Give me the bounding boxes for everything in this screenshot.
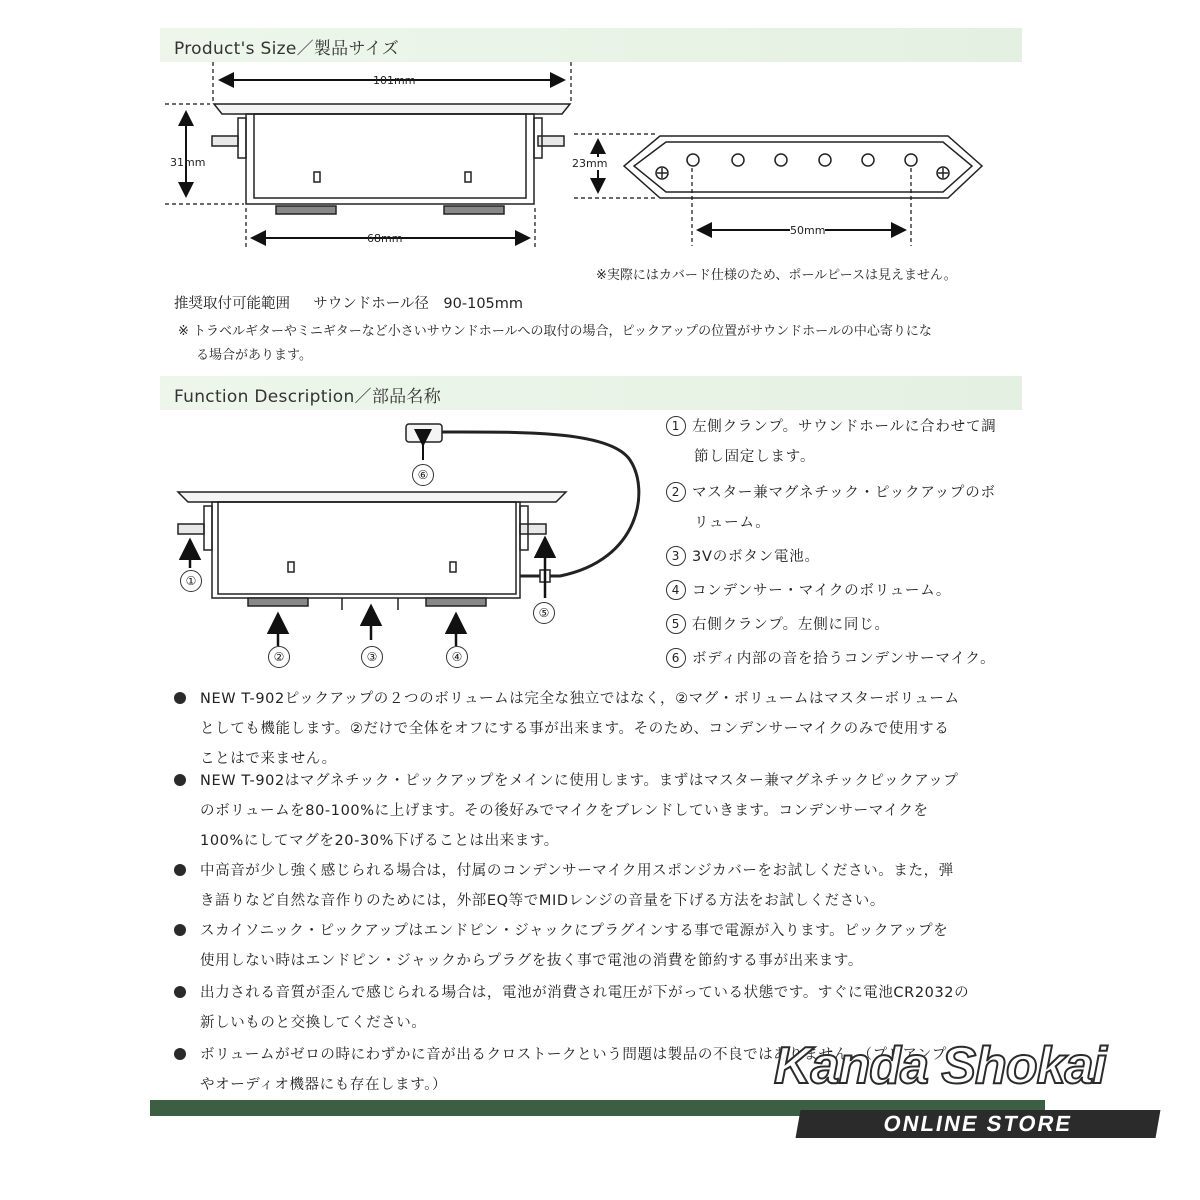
- legend-text: 左側クランプ。サウンドホールに合わせて調: [692, 419, 997, 435]
- note-line: ことはで来ません。: [200, 751, 337, 767]
- bullet-icon: [174, 864, 186, 876]
- legend-item-6: [666, 644, 1026, 674]
- callout-3: ③: [361, 646, 383, 668]
- bullet-icon: [174, 986, 186, 998]
- note-line: スカイソニック・ピックアップはエンドピン・ジャックにプラグインする事で電源が入ります。ピックアップを: [200, 923, 949, 939]
- legend-text: 3Vのボタン電池。: [692, 549, 820, 565]
- bullet-icon: [174, 1048, 186, 1060]
- legend-number: 1: [666, 416, 686, 436]
- legend-number: 5: [666, 614, 686, 634]
- mount-range: [174, 292, 523, 313]
- legend-text: リューム。: [694, 515, 771, 531]
- callout-6: ⑥: [412, 464, 434, 486]
- legend-text: 右側クランプ。左側に同じ。: [692, 617, 890, 633]
- note-item: [174, 684, 1024, 774]
- bullet-icon: [174, 924, 186, 936]
- legend-number: 2: [666, 482, 686, 502]
- note-item: [174, 916, 1024, 976]
- callout-5: ⑤: [533, 602, 555, 624]
- dim-height-left: 31mm: [170, 156, 206, 169]
- mount-range-label: 推奨取付可能範囲: [174, 296, 290, 312]
- note-line: NEW T-902はマグネチック・ピックアップをメインに使用します。まずはマスター兼マグネチックピックアップ: [200, 773, 959, 789]
- size-section-title: Product's Size／製品サイズ: [174, 39, 400, 59]
- legend-text: コンデンサー・マイクのボリューム。: [692, 583, 952, 599]
- watermark-title: Kanda Shokai: [774, 1037, 1106, 1095]
- mount-range-value: サウンドホール径 90-105mm: [313, 296, 524, 312]
- legend-item-2: [666, 478, 1026, 538]
- note-line: 出力される音質が歪んで感じられる場合は，電池が消費され電圧が下がっている状態です。すぐに電池CR2032の: [200, 985, 970, 1001]
- watermark-subtitle: ONLINE STORE: [796, 1110, 1161, 1138]
- legend-item-4: [666, 576, 1026, 606]
- callout-1: ①: [180, 570, 202, 592]
- note-line: 中高音が少し強く感じられる場合は，付属のコンデンサーマイク用スポンジカバーをお試しください。また，弾: [200, 863, 954, 879]
- note-line: ボリュームがゼロの時にわずかに音が出るクロストークという問題は製品の不良ではありません。（プリアンプ: [200, 1047, 948, 1063]
- mount-caution-line: る場合があります。: [196, 348, 312, 363]
- note-item: [174, 978, 1024, 1038]
- note-line: のボリュームを80-100%に上げます。その後好みでマイクをブレンドしていきます。コンデンサーマイクを: [200, 803, 929, 819]
- function-section-title: Function Description／部品名称: [174, 387, 442, 407]
- pickup-side-view: [212, 104, 570, 214]
- store-watermark: [770, 1036, 1190, 1146]
- dim-height-right: 23mm: [572, 157, 608, 170]
- legend-item-3: [666, 542, 1026, 572]
- legend-text: マスター兼マグネチック・ピックアップのボ: [692, 485, 996, 501]
- note-item: [174, 856, 1024, 916]
- note-line: やオーディオ機器にも存在します。）: [200, 1077, 448, 1093]
- note-line: 新しいものと交換してください。: [200, 1015, 427, 1031]
- callout-4: ④: [446, 646, 468, 668]
- dim-pole-span: 50mm: [790, 224, 826, 237]
- pickup-top-view: [624, 136, 982, 198]
- legend-number: 6: [666, 648, 686, 668]
- legend-text: ボディ内部の音を拾うコンデンサーマイク。: [692, 651, 996, 667]
- legend-item-5: [666, 610, 1026, 640]
- legend-item-1: [666, 412, 1026, 472]
- legend-number: 3: [666, 546, 686, 566]
- note-line: 100%にしてマグを20-30%下げることは出来ます。: [200, 833, 559, 849]
- bullet-icon: [174, 774, 186, 786]
- note-line: き語りなど自然な音作りのためには，外部EQ等でMIDレンジの音量を下げる方法をお試しください。: [200, 893, 885, 909]
- note-item: [174, 766, 1024, 856]
- note-line: としても機能します。②だけで全体をオフにする事が出来ます。そのため、コンデンサーマイクのみで使用する: [200, 721, 950, 737]
- legend-number: 4: [666, 580, 686, 600]
- legend-text: 節し固定します。: [694, 449, 816, 465]
- note-line: 使用しない時はエンドピン・ジャックからプラグを抜く事で電池の消費を節約する事が出来ます。: [200, 953, 863, 969]
- note-line: NEW T-902ピックアップの２つのボリュームは完全な独立ではなく，②マグ・ボリュームはマスターボリューム: [200, 691, 960, 707]
- dim-width-top: 101mm: [373, 74, 416, 87]
- function-diagram: [0, 400, 660, 680]
- bullet-icon: [174, 692, 186, 704]
- mount-caution: [178, 320, 1038, 368]
- cover-note: ※実際にはカバード仕様のため、ポールピースは見えません。: [596, 268, 957, 283]
- dim-width-bottom: 68mm: [367, 232, 403, 245]
- mount-caution-line: ※ トラベルギターやミニギターなど小さいサウンドホールへの取付の場合，ピックアップの位置がサウンドホールの中心寄りにな: [178, 324, 932, 339]
- callout-2: ②: [268, 646, 290, 668]
